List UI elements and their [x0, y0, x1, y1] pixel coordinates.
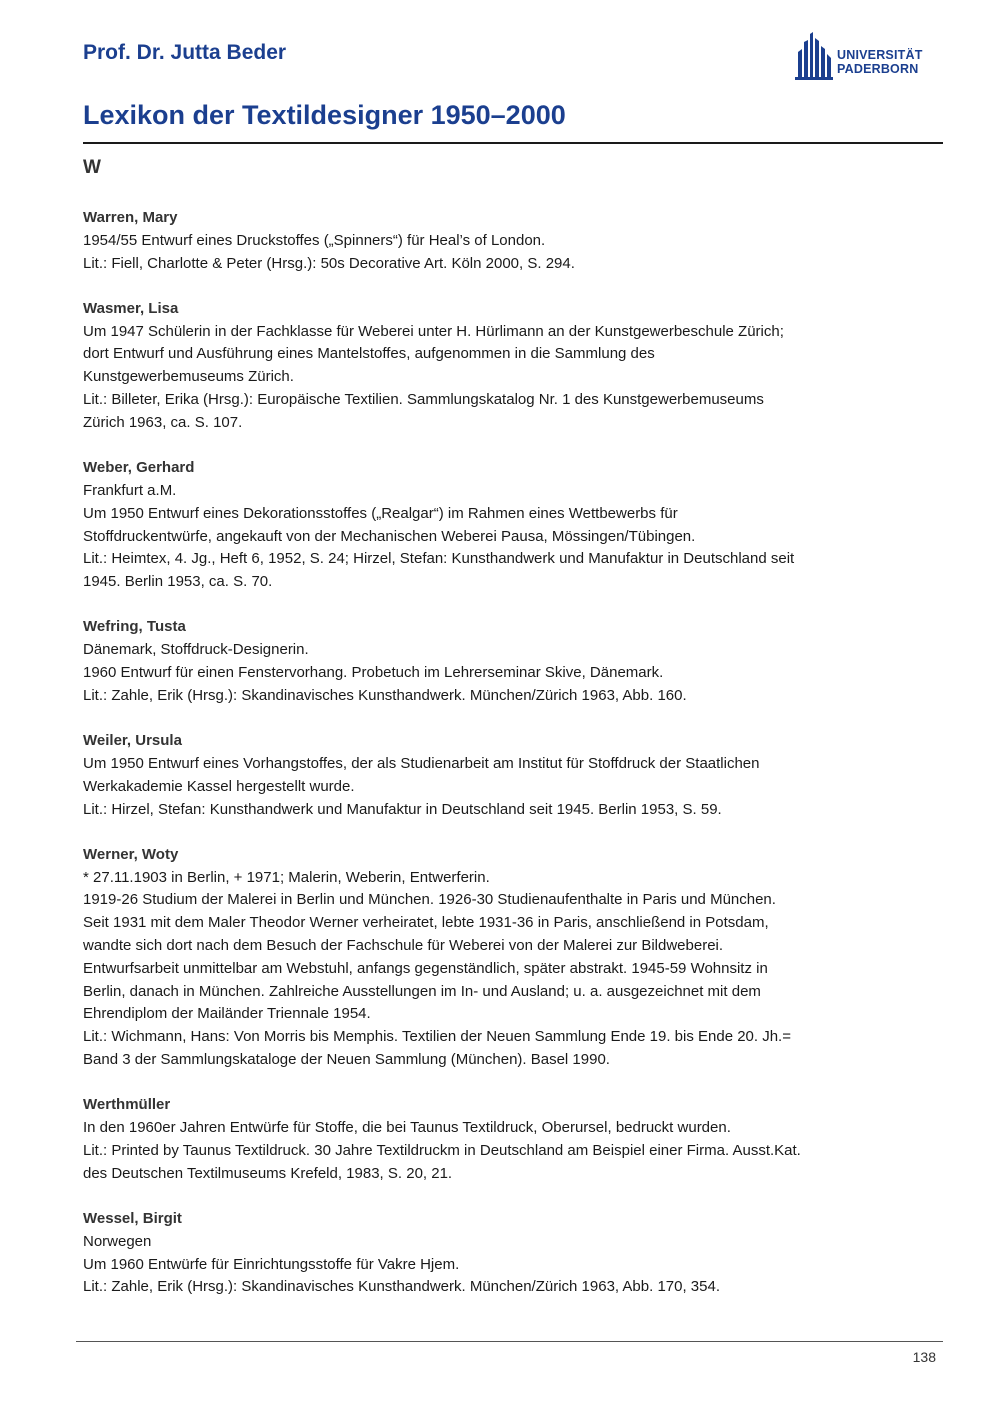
lexicon-entry: [83, 616, 903, 707]
entry-name: Wefring, Tusta: [83, 618, 186, 636]
entry-name: Werner, Woty: [83, 845, 179, 863]
entry-text-line: Entwurfsarbeit unmittelbar am Webstuhl, anfangs gegenständlich, später abstrakt. 1945-59 Wohnsitz in: [83, 959, 768, 977]
entry-text-line: 1960 Entwurf für einen Fenstervorhang. Probetuch im Lehrerseminar Skive, Dänemark.: [83, 664, 664, 682]
entry-text-line: Stoffdruckentwürfe, angekauft von der Mechanischen Weberei Pausa, Mössingen/Tübingen.: [83, 527, 696, 545]
entry-text-line: Frankfurt a.M.: [83, 481, 177, 499]
lexicon-entry: [83, 1094, 903, 1185]
entry-text-line: Um 1950 Entwurf eines Vorhangstoffes, der als Studienarbeit am Institut für Stoffdruck der Staatlichen: [83, 754, 760, 772]
lexicon-entry: [83, 730, 903, 821]
section-letter: W: [83, 157, 101, 178]
entry-text-line: Lit.: Wichmann, Hans: Von Morris bis Memphis. Textilien der Neuen Sammlung Ende 19. bis Ende 20. Jh.=: [83, 1028, 791, 1046]
entry-text-line: Lit.: Zahle, Erik (Hrsg.): Skandinavisches Kunsthandwerk. München/Zürich 1963, Abb. 160.: [83, 686, 687, 704]
entry-name: Weiler, Ursula: [83, 732, 182, 750]
entry-text-line: Seit 1931 mit dem Maler Theodor Werner verheiratet, lebte 1931-36 in Paris, anschließend in Potsdam,: [83, 914, 769, 932]
logo-line-2: PADERBORN: [837, 62, 919, 76]
entry-text-line: 1919-26 Studium der Malerei in Berlin und München. 1926-30 Studienaufenthalte in Paris und München.: [83, 891, 776, 909]
page-number: 138: [912, 1349, 936, 1365]
document-title: Lexikon der Textildesigner 1950–2000: [83, 100, 566, 130]
entry-text-line: 1945. Berlin 1953, ca. S. 70.: [83, 573, 273, 591]
entry-text-line: Ehrendiplom der Mailänder Triennale 1954.: [83, 1005, 371, 1023]
entry-text-line: Zürich 1963, ca. S. 107.: [83, 413, 243, 431]
entry-text-line: Dänemark, Stoffdruck-Designerin.: [83, 641, 309, 659]
logo-text: [837, 48, 923, 76]
entry-list: [83, 207, 903, 1322]
entry-text-line: dort Entwurf und Ausführung eines Mantelstoffes, aufgenommen in die Sammlung des: [83, 345, 655, 363]
entry-name: Weber, Gerhard: [83, 459, 195, 477]
entry-text-line: Lit.: Heimtex, 4. Jg., Heft 6, 1952, S. 24; Hirzel, Stefan: Kunsthandwerk und Manufaktur in Deutschland seit: [83, 550, 795, 568]
entry-text-line: Band 3 der Sammlungskataloge der Neuen Sammlung (München). Basel 1990.: [83, 1051, 610, 1068]
lexicon-entry: [83, 844, 903, 1072]
lexicon-entry: [83, 207, 903, 275]
entry-text-line: Um 1950 Entwurf eines Dekorationsstoffes („Realgar“) im Rahmen eines Wettbewerbs für: [83, 504, 678, 522]
entry-text-line: Kunstgewerbemuseums Zürich.: [83, 368, 294, 386]
entry-text-line: Berlin, danach in München. Zahlreiche Ausstellungen im In- und Ausland; u. a. ausgezeichnet mit dem: [83, 982, 761, 1000]
entry-name: Werthmüller: [83, 1096, 171, 1114]
entry-text-line: Lit.: Printed by Taunus Textildruck. 30 Jahre Textildruckm in Deutschland am Beispiel einer Firma. Ausst.Kat.: [83, 1141, 801, 1159]
entry-text-line: Um 1960 Entwürfe für Einrichtungsstoffe für Vakre Hjem.: [83, 1255, 460, 1273]
entry-name: Wasmer, Lisa: [83, 299, 179, 317]
entry-text-line: Norwegen: [83, 1232, 152, 1250]
logo-line-1: UNIVERSITÄT: [837, 48, 923, 62]
entry-name: Wessel, Birgit: [83, 1209, 182, 1227]
entry-text-line: 1954/55 Entwurf eines Druckstoffes („Spinners“) für Heal’s of London.: [83, 231, 546, 249]
entry-text-line: wandte sich dort nach dem Besuch der Fachschule für Weberei von der Malerei zur Bildweberei.: [83, 937, 724, 955]
lexicon-entry: [83, 457, 903, 594]
lexicon-entry: [83, 298, 903, 435]
footer-divider: [76, 1341, 943, 1342]
title-divider: [83, 142, 943, 144]
entry-text-line: * 27.11.1903 in Berlin, + 1971; Malerin, Weberin, Entwerferin.: [83, 868, 490, 886]
entry-name: Warren, Mary: [83, 209, 178, 226]
lexicon-entry: [83, 1208, 903, 1299]
entry-text-line: Werkakademie Kassel hergestellt wurde.: [83, 777, 355, 795]
entry-text-line: Lit.: Fiell, Charlotte & Peter (Hrsg.): 50s Decorative Art. Köln 2000, S. 294.: [83, 254, 575, 272]
entry-text-line: Lit.: Billeter, Erika (Hrsg.): Europäische Textilien. Sammlungskatalog Nr. 1 des Kunstgewerbemuseums: [83, 391, 764, 409]
entry-text-line: des Deutschen Textilmuseums Krefeld, 1983, S. 20, 21.: [83, 1164, 453, 1182]
entry-text-line: Lit.: Hirzel, Stefan: Kunsthandwerk und Manufaktur in Deutschland seit 1945. Berlin 1953, S. 59.: [83, 800, 722, 818]
entry-text-line: In den 1960er Jahren Entwürfe für Stoffe, die bei Taunus Textildruck, Oberursel, bedruckt wurden.: [83, 1119, 731, 1137]
university-logo: [794, 32, 934, 82]
entry-text-line: Um 1947 Schülerin in der Fachklasse für Weberei unter H. Hürlimann an der Kunstgewerbeschule Zürich;: [83, 322, 784, 340]
university-paderborn-logo-icon: [794, 32, 834, 82]
entry-text-line: Lit.: Zahle, Erik (Hrsg.): Skandinavisches Kunsthandwerk. München/Zürich 1963, Abb. 170, 354.: [83, 1278, 721, 1296]
author-name: Prof. Dr. Jutta Beder: [83, 41, 287, 64]
